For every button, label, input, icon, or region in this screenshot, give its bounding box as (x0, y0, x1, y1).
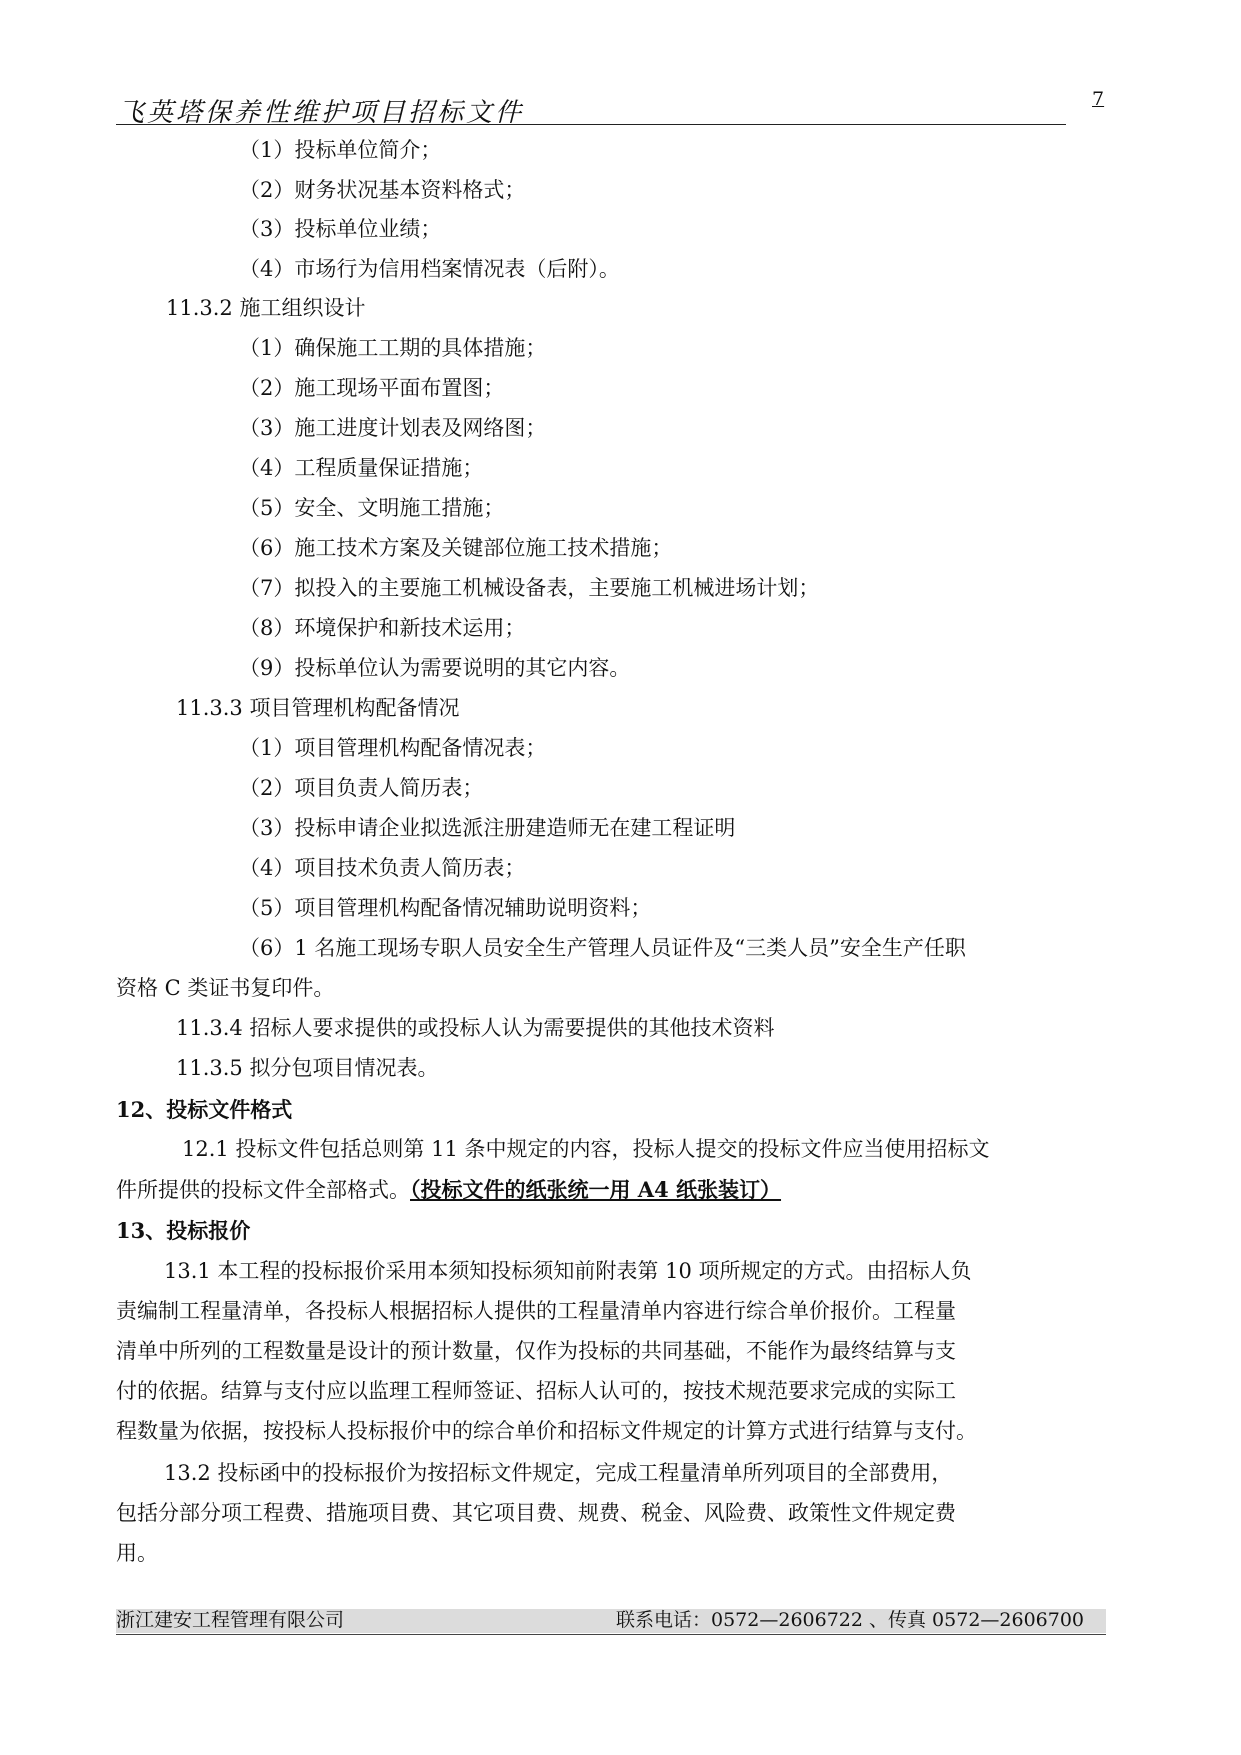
paragraph-line: 清单中所列的工程数量是设计的预计数量，仅作为投标的共同基础，不能作为最终结算与支 (116, 1339, 956, 1363)
paragraph-line: 付的依据。结算与支付应以监理工程师签证、招标人认可的，按技术规范要求完成的实际工 (116, 1379, 956, 1403)
section-heading-11-3-3: 11.3.3 项目管理机构配备情况 (176, 696, 460, 720)
list-item: （2）财务状况基本资料格式； (239, 178, 526, 202)
list-item: （4）市场行为信用档案情况表（后附）。 (239, 257, 620, 281)
list-item-continuation: 资格 C 类证书复印件。 (116, 976, 335, 1000)
list-item: （1）投标单位简介； (239, 138, 442, 162)
list-item: （4）工程质量保证措施； (239, 456, 484, 480)
list-item: （3）投标单位业绩； (239, 217, 442, 241)
footer-rule (116, 1634, 1106, 1635)
paper-requirement-note: （投标文件的纸张统一用 A4 纸张装订） (410, 1177, 782, 1202)
paragraph-line: 责编制工程量清单，各投标人根据招标人提供的工程量清单内容进行综合单价报价。工程量 (116, 1299, 956, 1323)
paragraph-line: 包括分部分项工程费、措施项目费、其它项目费、规费、税金、风险费、政策性文件规定费 (116, 1501, 956, 1525)
paragraph-line: 程数量为依据，按投标人投标报价中的综合单价和招标文件规定的计算方式进行结算与支付。 (116, 1419, 977, 1443)
list-item: （7）拟投入的主要施工机械设备表，主要施工机械进场计划； (239, 576, 820, 600)
paragraph-line: 用。 (116, 1541, 158, 1565)
list-item: （4）项目技术负责人简历表； (239, 856, 526, 880)
paragraph-line: 13.2 投标函中的投标报价为按招标文件规定，完成工程量清单所列项目的全部费用， (164, 1461, 953, 1485)
list-item: （9）投标单位认为需要说明的其它内容。 (239, 656, 631, 680)
footer-company: 浙江建安工程管理有限公司 (116, 1609, 345, 1631)
section-heading-11-3-2: 11.3.2 施工组织设计 (166, 296, 366, 320)
list-item: （5）项目管理机构配备情况辅助说明资料； (239, 896, 652, 920)
paragraph-text: 件所提供的投标文件全部格式。 (116, 1178, 410, 1202)
paragraph-line (116, 1179, 781, 1201)
list-item: （1）项目管理机构配备情况表； (239, 736, 547, 760)
document-header-title: 飞英塔保养性维护项目招标文件 (118, 98, 525, 128)
list-item: （2）项目负责人简历表； (239, 776, 484, 800)
header-rule (116, 124, 1066, 125)
list-item: （1）确保施工工期的具体措施； (239, 336, 547, 360)
list-item: （3）施工进度计划表及网络图； (239, 416, 547, 440)
section-heading-12: 12、投标文件格式 (116, 1097, 293, 1122)
list-item: （6）1 名施工现场专职人员安全生产管理人员证件及“三类人员”安全生产任职 (239, 936, 966, 960)
footer-contact: 联系电话：0572—2606722 、传真 0572—2606700 (616, 1609, 1085, 1631)
paragraph-line: 12.1 投标文件包括总则第 11 条中规定的内容，投标人提交的投标文件应当使用招标文 (182, 1137, 990, 1161)
section-heading-13: 13、投标报价 (116, 1218, 251, 1243)
page-number: 7 (1092, 88, 1105, 110)
list-item: （8）环境保护和新技术运用； (239, 616, 526, 640)
list-item: （2）施工现场平面布置图； (239, 376, 505, 400)
list-item: （6）施工技术方案及关键部位施工技术措施； (239, 536, 673, 560)
paragraph-line: 13.1 本工程的投标报价采用本须知投标须知前附表第 10 项所规定的方式。由招标人负 (164, 1259, 972, 1283)
list-item: （3）投标申请企业拟选派注册建造师无在建工程证明 (239, 816, 736, 840)
section-heading-11-3-5: 11.3.5 拟分包项目情况表。 (176, 1056, 439, 1080)
list-item: （5）安全、文明施工措施； (239, 496, 505, 520)
section-heading-11-3-4: 11.3.4 招标人要求提供的或投标人认为需要提供的其他技术资料 (176, 1016, 775, 1040)
